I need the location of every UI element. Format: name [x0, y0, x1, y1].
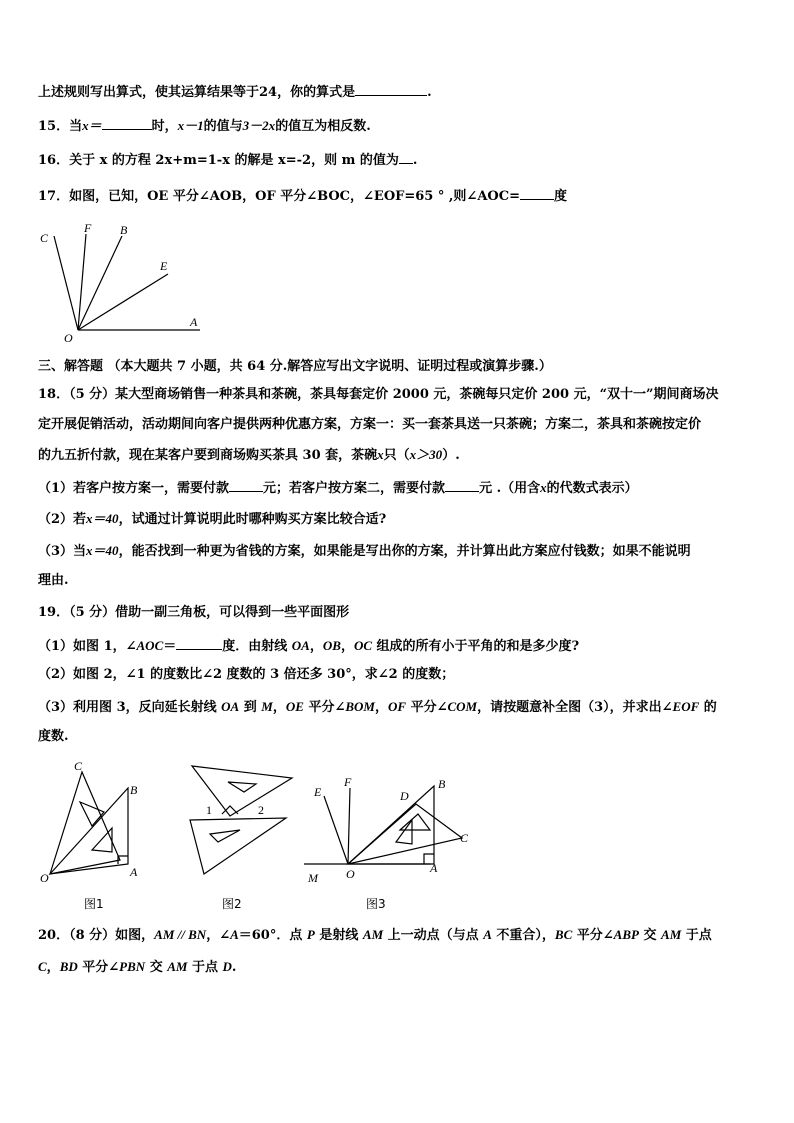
text: 的九五折付款，现在某客户要到商场购买茶具 30 套，茶碗 — [38, 448, 378, 463]
text: ，试通过计算说明此时哪种购买方案比较合适? — [118, 512, 387, 527]
ray-of — [348, 788, 350, 864]
label-e: E — [160, 259, 168, 273]
question-18-part-3-cont — [38, 572, 764, 590]
text: 度 — [553, 189, 567, 204]
text: . — [412, 153, 418, 168]
math-expr: OE — [285, 699, 304, 714]
text: . — [427, 85, 432, 100]
question-19 — [38, 604, 764, 622]
label-m: M — [308, 871, 318, 885]
text: 17．如图，已知，OE 平分∠AOB，OF 平分∠BOC，∠EOF=65 ° ,则∠AOC= — [38, 189, 520, 204]
caption-fig3: 图3 — [366, 897, 386, 911]
label-a: A — [430, 861, 438, 875]
text: ，∠ — [206, 928, 231, 943]
figure-19-1 — [32, 756, 152, 914]
label-o: O — [346, 867, 355, 881]
triangle-inner-top — [228, 782, 256, 792]
text: 的代数式表示） — [546, 481, 638, 496]
text: 于点 — [187, 960, 223, 975]
text: 度．由射线 — [222, 639, 292, 654]
text: 元 .（用含 — [479, 481, 541, 496]
label-b: B — [120, 223, 128, 237]
text: 当 — [69, 119, 83, 134]
text: . — [231, 960, 237, 975]
question-20-line-2 — [38, 958, 764, 977]
math-expr: AM // BN — [154, 927, 207, 942]
label-c: C — [460, 831, 469, 845]
answer-blank[interactable] — [355, 82, 427, 96]
text: 的值与 — [203, 119, 243, 134]
math-expr: x＝40 — [86, 543, 119, 558]
answer-blank[interactable] — [520, 186, 554, 200]
triangle-inner-large — [92, 828, 112, 852]
text: 时， — [151, 119, 178, 134]
text: 定开展促销活动，活动期间向客户提供两种优惠方案，方案一：买一套茶具送一只茶碗；方案二，茶具和茶碗按定价 — [38, 417, 702, 432]
math-expr: AM — [661, 927, 682, 942]
text: 交 — [145, 960, 168, 975]
math-expr: COM — [447, 699, 478, 714]
question-19-part-3-cont — [38, 728, 764, 746]
question-19-part-1 — [38, 636, 764, 656]
question-15 — [38, 116, 764, 136]
text: 元；若客户按方案二，需要付款 — [263, 481, 446, 496]
text: 是射线 — [314, 928, 363, 943]
math-expr: x＝40 — [86, 511, 119, 526]
math-expr: x＝ — [82, 118, 102, 133]
math-expr: OA — [221, 699, 240, 714]
text: 理由. — [38, 573, 69, 588]
math-expr: C — [38, 959, 47, 974]
math-expr: 3－2x — [242, 118, 276, 133]
text: 三、解答题 （本大题共 7 小题，共 64 分.解答应写出文字说明、证明过程或演算步骤.） — [38, 359, 552, 374]
math-expr: OF — [387, 699, 407, 714]
text: 20．（8 分）如图， — [38, 928, 155, 943]
text: ，请按题意补全图（3），并求出∠ — [477, 700, 673, 715]
text: （2）如图 2，∠1 的度数比∠2 度数的 3 倍还多 30°，求∠2 的度数； — [38, 667, 455, 682]
label-f: F — [84, 221, 92, 235]
label-e: E — [314, 785, 322, 799]
label-angle-1: 1 — [206, 803, 212, 817]
label-a: A — [190, 315, 198, 329]
text: 只（ — [383, 448, 410, 463]
math-expr: BOM — [345, 699, 375, 714]
text: 平分∠ — [77, 960, 120, 975]
text: ）. — [442, 448, 460, 463]
math-expr: x＞30 — [409, 447, 443, 462]
text: 于点 — [681, 928, 712, 943]
question-18-part-3 — [38, 542, 764, 561]
question-17 — [38, 186, 764, 206]
math-expr: A — [230, 927, 239, 942]
text: 平分∠ — [572, 928, 614, 943]
math-expr: BD — [59, 959, 78, 974]
triangle-inner-bottom — [210, 830, 240, 842]
answer-blank[interactable] — [445, 478, 479, 492]
text: ＝ — [163, 639, 177, 654]
section-3-heading — [38, 358, 764, 376]
question-18-line-3 — [38, 446, 764, 465]
caption-fig1: 图1 — [84, 897, 104, 911]
math-expr: AOC — [136, 638, 164, 653]
text: ， — [46, 960, 60, 975]
label-o: O — [40, 871, 49, 885]
math-expr: x — [540, 480, 547, 495]
ray-oc — [54, 236, 78, 330]
math-expr: D — [222, 959, 232, 974]
math-expr: EOF — [672, 699, 700, 714]
text: 的值互为相反数. — [275, 119, 371, 134]
caption-fig2: 图2 — [222, 897, 242, 911]
math-expr: M — [261, 699, 273, 714]
math-expr: x－1 — [177, 118, 204, 133]
label-d: D — [400, 789, 409, 803]
label-b: B — [438, 777, 446, 791]
text: （3）当 — [38, 544, 87, 559]
text: 19．（5 分）借助一副三角板，可以得到一些平面图形 — [38, 605, 350, 620]
ray-oe — [324, 796, 348, 864]
math-expr: AM — [167, 959, 188, 974]
math-expr: AM — [362, 927, 384, 942]
label-f: F — [344, 775, 352, 789]
question-18-line-1 — [38, 386, 764, 404]
triangle-board-small — [50, 772, 120, 874]
answer-blank[interactable] — [102, 116, 152, 130]
text: 上述规则写出算式，使其运算结果等于24，你的算式是 — [38, 85, 356, 100]
math-expr: PBN — [119, 959, 146, 974]
text: （1）如图 1，∠ — [38, 639, 137, 654]
math-expr: OC — [353, 638, 373, 653]
label-o: O — [64, 331, 73, 345]
figure-19-3 — [300, 756, 480, 914]
text: 到 — [239, 700, 262, 715]
math-expr: BC — [554, 927, 573, 942]
figure-17-angles — [30, 218, 220, 348]
text: 交 — [638, 928, 662, 943]
question-18-part-2 — [38, 510, 764, 529]
text: 16．关于 x 的方程 2x+m=1-x 的解是 x=-2，则 m 的值为 — [38, 153, 399, 168]
question-16 — [38, 150, 764, 170]
text: 不重合）， — [491, 928, 555, 943]
text: ， — [272, 700, 286, 715]
math-expr: A — [483, 927, 492, 942]
triangle-inner-1 — [396, 820, 412, 844]
text: （1）若客户按方案一，需要付款 — [38, 481, 230, 496]
text: 18．（5 分）某大型商场销售一种茶具和茶碗，茶具每套定价 2000 元，茶碗每只定价 200 元，“双十一”期间商场决 — [38, 387, 719, 402]
text: ， — [340, 639, 354, 654]
text: ，能否找到一种更为省钱的方案，如果能是写出你的方案，并计算出此方案应付钱数；如果不能说明 — [118, 544, 691, 559]
answer-blank[interactable] — [399, 150, 413, 164]
text: （2）若 — [38, 512, 87, 527]
figure-19-2 — [182, 756, 302, 914]
label-angle-2: 2 — [258, 803, 264, 817]
question-number: 15． — [38, 119, 70, 134]
question-20-line-1 — [38, 926, 764, 945]
answer-blank[interactable] — [176, 636, 222, 650]
text: （3）利用图 3，反向延长射线 — [38, 700, 222, 715]
text: 平分∠ — [406, 700, 448, 715]
text: ＝60°．点 — [238, 928, 307, 943]
label-c: C — [40, 231, 49, 245]
text: ， — [309, 639, 323, 654]
text-line-0 — [38, 82, 764, 102]
question-19-part-2 — [38, 666, 764, 684]
text: 的 — [699, 700, 717, 715]
text: 平分∠ — [303, 700, 346, 715]
triangle-board-bottom — [190, 818, 286, 874]
text: ， — [374, 700, 388, 715]
question-18-part-1 — [38, 478, 764, 498]
text: 度数. — [38, 729, 69, 744]
math-expr: OB — [322, 638, 341, 653]
text: 组成的所有小于平角的和是多少度? — [372, 639, 580, 654]
text: 上一动点（与点 — [383, 928, 484, 943]
triangle-board-small — [348, 804, 462, 864]
label-c: C — [74, 759, 83, 773]
math-expr: P — [306, 927, 315, 942]
answer-blank[interactable] — [229, 478, 263, 492]
label-b: B — [130, 783, 138, 797]
question-19-part-3 — [38, 698, 764, 717]
question-18-line-2 — [38, 416, 764, 434]
triangle-inner-2 — [400, 814, 430, 830]
label-a: A — [130, 865, 138, 879]
math-expr: x — [377, 447, 384, 462]
math-expr: OA — [291, 638, 310, 653]
math-expr: ABP — [613, 927, 639, 942]
